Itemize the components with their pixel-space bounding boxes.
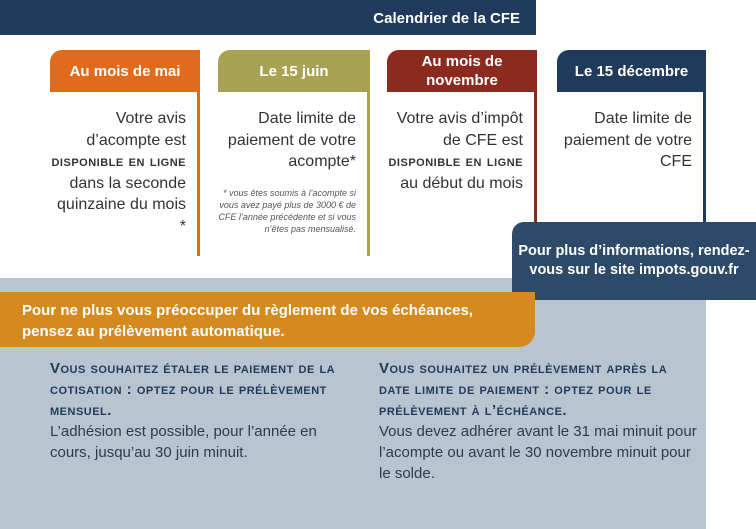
section-body: L’adhésion est possible, pour l’année en cours, jusqu’au 30 juin minuit. [50,423,317,461]
column-text: Date limite de paiement de votre acompte* [227,110,356,170]
more-info-text: Pour plus d’informations, rendez-vous sur le site impots.gouv.fr [518,243,750,278]
column-text: Votre avis d’impôt de CFE est disponible en ligne au début du mois [388,110,523,192]
column-stripe [197,50,200,256]
tab-december: Le 15 décembre [557,50,706,92]
footnote: * vous êtes soumis à l’acompte si vous avez payé plus de 3000 € de CFE l’année précédente et si vous n’êtes pas mensualisé. [218,187,356,234]
tab-may: Au mois de mai [50,50,200,92]
section-deadline [379,358,699,484]
section-title: Vous souhaitez un prélèvement après la date limite de paiement : optez pour le prélèvement à l’échéance. [379,360,668,419]
tab-november: Au mois de novembre [387,50,537,92]
calendar-column-may [50,50,200,256]
column-stripe [703,50,706,222]
section-title: Vous souhaitez étaler le paiement de la cotisation : optez pour le prélèvement mensuel. [50,360,336,419]
column-text: Date limite de paiement de votre CFE [563,110,692,170]
column-text: Votre avis d’acompte est disponible en ligne dans la seconde quinzaine du mois * [51,110,186,235]
column-stripe [367,50,370,256]
more-info-box [512,222,756,300]
auto-debit-banner: Pour ne plus vous préoccuper du règlement de vos échéances, pensez au prélèvement automatique. [0,292,535,347]
calendar-column-june [218,50,370,256]
tab-june: Le 15 juin [218,50,370,92]
calendar-column-december [557,50,706,222]
section-monthly [50,358,360,463]
section-body: Vous devez adhérer avant le 31 mai minuit pour l’acompte ou avant le 30 novembre minuit pour le solde. [379,423,697,482]
calendar-title: Calendrier de la CFE [0,0,536,35]
